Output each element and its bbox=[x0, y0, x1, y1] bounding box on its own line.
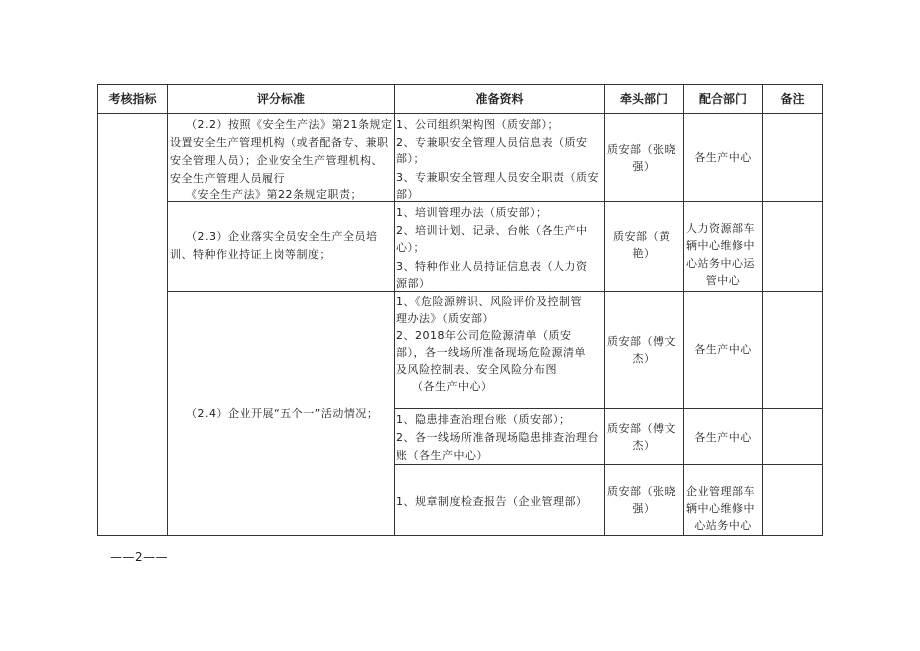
row-divider-2 bbox=[167, 291, 822, 292]
col-divider-5 bbox=[762, 84, 763, 536]
header-divider bbox=[97, 113, 822, 114]
col-divider-2 bbox=[394, 84, 395, 536]
table-border-top bbox=[97, 84, 822, 85]
header-remarks: 备注 bbox=[780, 92, 805, 106]
header-lead-dept: 牵头部门 bbox=[619, 92, 668, 106]
subrow-divider-1 bbox=[394, 408, 822, 409]
header-kpi: 考核指标 bbox=[108, 92, 157, 106]
col-divider-6 bbox=[822, 84, 823, 536]
page-number: ——2—— bbox=[110, 550, 169, 564]
table-border-bottom bbox=[97, 535, 822, 536]
header-criteria: 评分标准 bbox=[256, 92, 305, 106]
col-divider-3 bbox=[604, 84, 605, 536]
header-materials: 准备资料 bbox=[475, 92, 524, 106]
header-support-dept: 配合部门 bbox=[698, 92, 747, 106]
col-divider-1 bbox=[167, 84, 168, 536]
col-divider-0 bbox=[97, 84, 98, 536]
